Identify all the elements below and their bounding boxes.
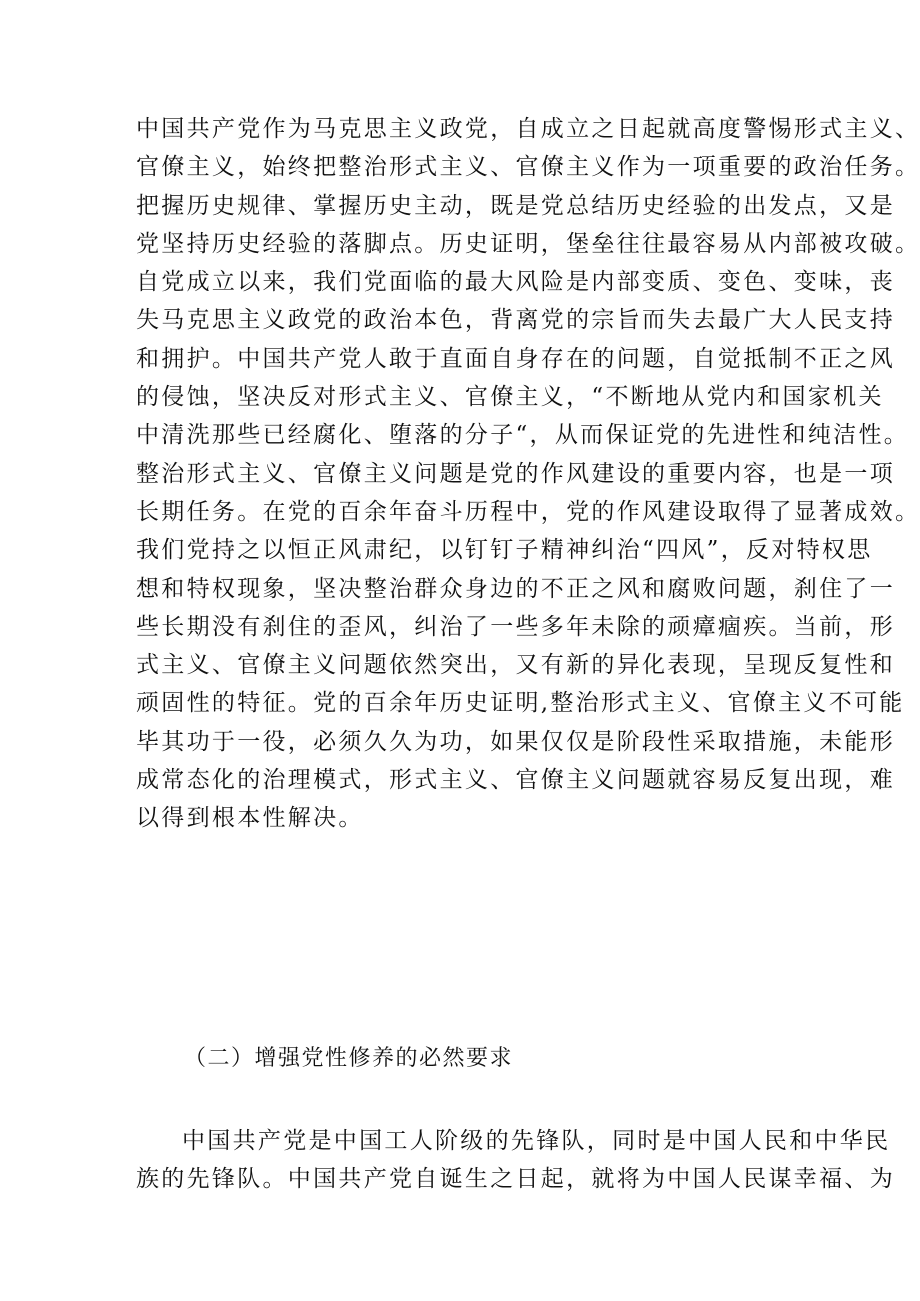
paragraph-line: 的侵蚀，坚决反对形式主义、官僚主义，“不断地从党内和国家机关 bbox=[136, 384, 884, 411]
paragraph-line: 党坚持历史经验的落脚点。历史证明，堡垒往往最容易从内部被攻破。 bbox=[136, 230, 920, 257]
paragraph-line: 和拥护。中国共产党人敢于直面自身存在的问题，自觉抵制不正之风 bbox=[136, 345, 895, 372]
paragraph-line: 族的先锋队。中国共产党自诞生之日起，就将为中国人民谋幸福、为 bbox=[136, 1166, 895, 1193]
paragraph-line: 中国共产党作为马克思主义政党，自成立之日起就高度警惕形式主义、 bbox=[136, 116, 920, 142]
paragraph-line: 顽固性的特征。党的百余年历史证明,整治形式主义、官僚主义不可能 bbox=[136, 690, 905, 717]
paragraph-line: 中国共产党是中国工人阶级的先锋队，同时是中国人民和中华民 bbox=[182, 1128, 891, 1154]
body-paragraph-2 bbox=[136, 1122, 895, 1199]
paragraph-line: 官僚主义，始终把整治形式主义、官僚主义作为一项重要的政治任务。 bbox=[136, 154, 920, 181]
paragraph-line: 想和特权现象，坚决整治群众身边的不正之风和腐败问题，刹住了一 bbox=[136, 575, 895, 602]
paragraph-line: 整治形式主义、官僚主义问题是党的作风建设的重要内容，也是一项 bbox=[136, 460, 895, 487]
paragraph-line: 成常态化的治理模式，形式主义、官僚主义问题就容易反复出现，难 bbox=[136, 767, 895, 794]
paragraph-line: 毕其功于一役，必须久久为功，如果仅仅是阶段性采取措施，未能形 bbox=[136, 728, 895, 755]
paragraph-line: 中清洗那些已经腐化、堕落的分子“，从而保证党的先进性和纯洁性。 bbox=[136, 422, 910, 449]
paragraph-line: 失马克思主义政党的政治本色，背离党的宗旨而失去最广大人民支持 bbox=[136, 307, 895, 334]
paragraph-line: 把握历史规律、掌握历史主动，既是党总结历史经验的出发点，又是 bbox=[136, 192, 895, 219]
body-paragraph bbox=[136, 110, 920, 838]
paragraph-line: 自党成立以来，我们党面临的最大风险是内部变质、变色、变味，丧 bbox=[136, 269, 895, 296]
paragraph-line: 以得到根本性解决。 bbox=[136, 805, 364, 832]
paragraph-line: 式主义、官僚主义问题依然突出，又有新的异化表现，呈现反复性和 bbox=[136, 652, 895, 679]
section-heading: （二）增强党性修养的必然要求 bbox=[184, 1046, 514, 1071]
paragraph-line: 我们党持之以恒正风肃纪，以钉钉子精神纠治“四风”，反对特权思 bbox=[136, 537, 873, 564]
paragraph-line: 些长期没有刹住的歪风，纠治了一些多年未除的顽瘴痼疾。当前，形 bbox=[136, 613, 895, 640]
paragraph-line: 长期任务。在党的百余年奋斗历程中，党的作风建设取得了显著成效。 bbox=[136, 498, 920, 525]
